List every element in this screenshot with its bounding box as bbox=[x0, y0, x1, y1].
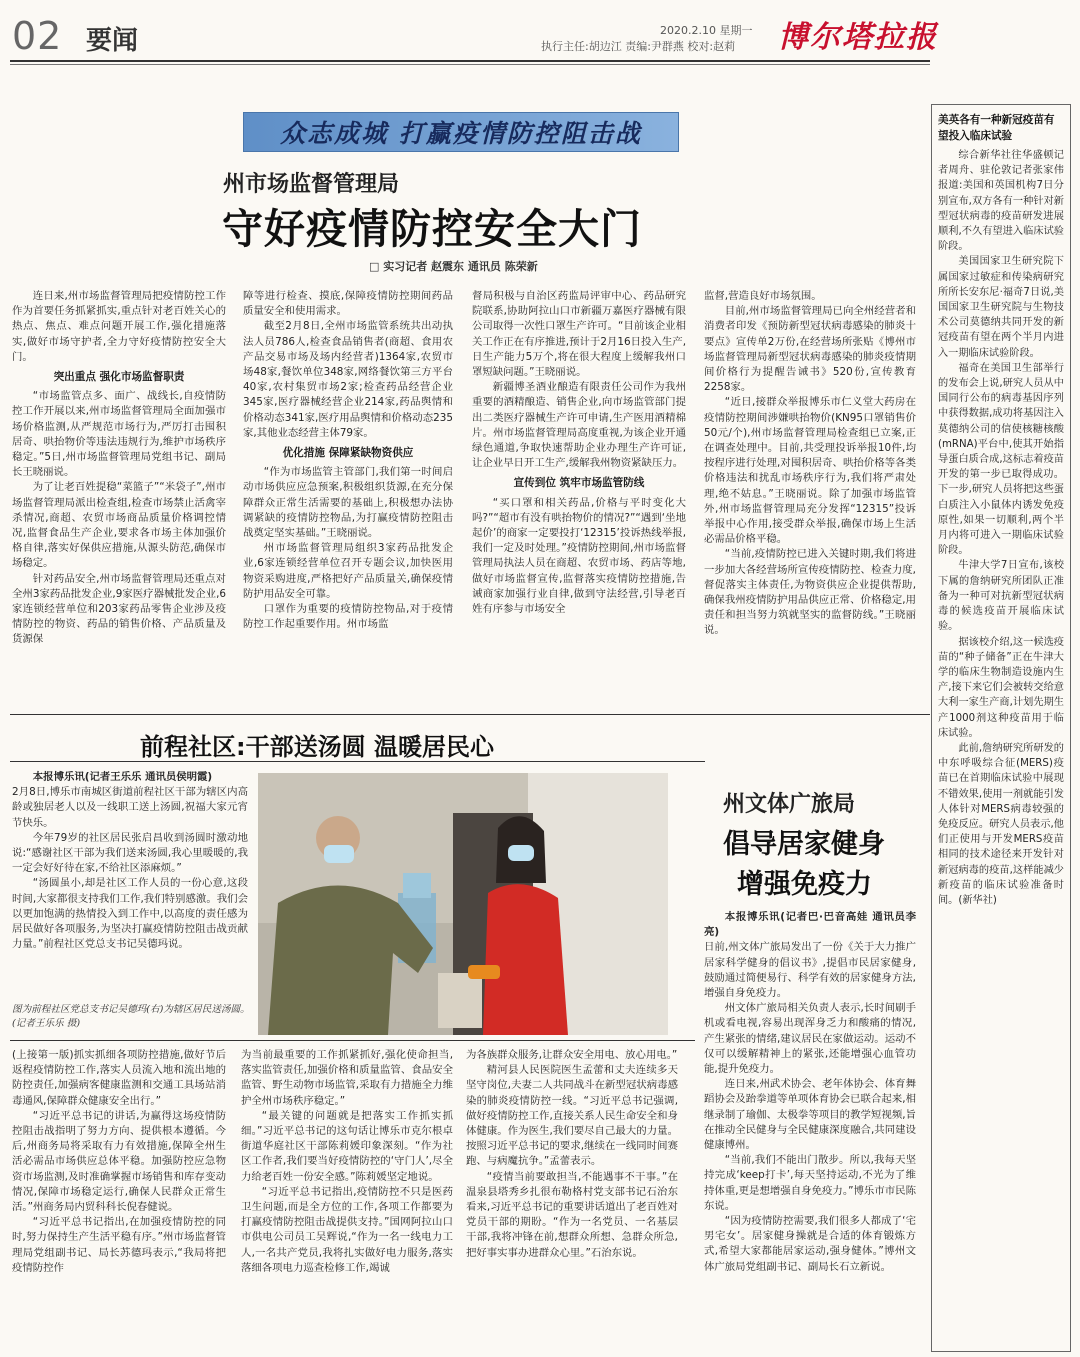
article-kicker: 州文体广旅局 bbox=[723, 791, 856, 817]
article-paragraph: 州文体广旅局相关负责人表示,长时间刷手机或看电视,容易出现浑身乏力和酸痛的情况,产生紧张的情绪,建议居民在家做运动。运动不仅可以缓解精神上的紧张,还能增强心血管功能,提升免疫力。 bbox=[704, 1002, 916, 1076]
article-headline: 守好疫情防控安全大门 bbox=[222, 205, 642, 253]
section-title: 要闻 bbox=[86, 26, 139, 56]
topic-banner-text: 众志成城 打赢疫情防控阻击战 bbox=[280, 119, 642, 148]
article-subheading: 优化措施 保障紧缺物资供应 bbox=[282, 447, 414, 460]
article-paragraph: “买口罩和相关药品,价格与平时变化大吗?”“超市有没有哄抬物价的情况?”“遇到‘坐地起价’的商家一定要投打‘12315’投诉热线举报,我们一定及时处理。”疫情防控期间,州市场监督管理局执法人员在商超、农贸市场、药店等地,做好市场监督宣传,监督落实疫情防控措施,告诫商家加强行业自律,做到守法经营,引导老百姓有序参与市场安全 bbox=[472, 496, 686, 616]
article-paragraph: “习近平总书记的讲话,为赢得这场疫情防控阻击战指明了努力方向、提供根本遵循。今后,州商务局将采取有力有效措施,保障全州生活必需品市场供应总体平稳。加强防控应急物资市场监测,及时准确掌握市场销售和库存变动情况,保障市场稳定运行,确保人民群众正常生活。”州商务局内贸科科长倪春健说。 bbox=[12, 1109, 226, 1214]
article-paragraph: “最关键的问题就是把落实工作抓实抓细。”习近平总书记的这句话让博乐市克尔根卓街道华庭社区干部陈莉媛印象深刻。“作为社区工作者,我们要当好疫情防控的‘守门人’,尽全力给老百姓一份安全感。”陈莉媛坚定地说。 bbox=[241, 1109, 453, 1183]
article-column bbox=[12, 770, 248, 1002]
article-paragraph: 本报博乐讯(记者王乐乐 通讯员侯明霞) bbox=[32, 771, 213, 783]
article-kicker: 州市场监督管理局 bbox=[223, 171, 400, 197]
article-column bbox=[12, 289, 226, 710]
article-paragraph: 美国国家卫生研究院下属国家过敏症和传染病研究所所长安东尼·福奇7日说,美国国家卫生研究院与生物技术公司莫德纳共同开发的新冠疫苗有望在两个半月内进入一期临床试验阶段。 bbox=[938, 256, 1064, 359]
article-paragraph: (上接第一版)抓实抓细各项防控措施,做好节后返程疫情防控工作,落实人员流入地和流出地的防控责任,加强病客健康监测和交通工具场站消毒通风,保障群众健康安全出行。” bbox=[12, 1049, 226, 1107]
article-subheading: 突出重点 强化市场监督职责 bbox=[53, 371, 185, 384]
article-paragraph: 综合新华社往华盛顿记者周舟、驻伦敦记者张家伟报道:美国和英国机构7日分别宣布,双方各有一种针对新型冠状病毒的疫苗研发进展顺利,不久有望进入临床试验阶段。 bbox=[938, 150, 1064, 253]
article-paragraph: “近日,接群众举报博乐市仁义堂大药房在疫情防控期间涉嫌哄抬物价(KN95口罩销售价50元/个),州市场监督管理局检查组已立案,正在调查处理中。目前,共受理投诉举报10件,均按程序进行处理,对囤积居奇、哄抬价格等各类价格违法和扰乱市场秩序行为,我们将严肃处理,绝不姑息。”王晓丽说。除了加强市场监管外,州市场监督管理局充分发挥“12315”投诉举报中心作用,接受群众举报,确保市场上生活必需品价格平稳。 bbox=[704, 396, 916, 546]
article-headline: 倡导居家健身 bbox=[723, 829, 885, 860]
article-paragraph: “习近平总书记指出,在加强疫情防控的同时,努力保持生产生活平稳有序。”州市场监督管理局党组副书记、局长苏德玛表示,“我局将把疫情防控作 bbox=[12, 1216, 226, 1274]
article-paragraph: 此前,詹纳研究所研发的中东呼吸综合征(MERS)疫苗已在首期临床试验中展现不错效果,使用一剂就能引发人体针对MERS病毒较强的免疫反应。研究人员表示,他们正使用与开发MERS疫苗相同的技术途径来开发针对新冠病毒的疫苗,这样能减少新疫苗的临床试验准备时间。(新华社) bbox=[938, 742, 1064, 906]
article-paragraph: 精河县人民医院医生孟蕾和丈夫连续多天坚守岗位,夫妻二人共同战斗在新型冠状病毒感染的肺炎疫情防控一线。“习近平总书记强调,做好疫情防控工作,直接关系人民生命安全和身体健康。作为医生,我们要尽自己最大的力量。按照习近平总书记的要求,继续在一线同时间赛跑、与病魔抗争。”孟蕾表示。 bbox=[466, 1064, 678, 1168]
page-number: 02 bbox=[12, 14, 63, 58]
newspaper-masthead: 博尔塔拉报 bbox=[778, 20, 938, 55]
article-column bbox=[241, 1048, 453, 1352]
article-column bbox=[704, 910, 916, 1352]
article-paragraph: 为各族群众服务,让群众安全用电、放心用电。” bbox=[466, 1049, 678, 1061]
article-paragraph: “当前,疫情防控已进入关键时期,我们将进一步加大各经营场所宣传疫情防控、检查力度,督促落实主体责任,为物资供应企业提供帮助,确保我州疫情防护用品供应正常、价格稳定,用责任和担当努力筑就坚实的监督防线。”王晓丽说。 bbox=[704, 548, 916, 637]
article-column bbox=[466, 1048, 678, 1352]
article-paragraph: 截至2月8日,全州市场监管系统共出动执法人员786人,检查食品销售者(商超、食用农产品交易市场及场内经营者)1364家,农贸市场48家,餐饮单位348家,网络餐饮第三方平台40家,农村集贸市场2家;检查药品经营企业345家,医疗器械经营企业214家,药品舆情和价格动态341家,医疗用品舆情和价格动态235家,其他业态经营主体79家。 bbox=[243, 320, 453, 439]
article-paragraph: 为当前最重要的工作抓紧抓好,强化使命担当,落实监管责任,加强价格和质量监管、食品安全监管、野生动物市场监管,采取有力措施全力维护全州市场秩序稳定。” bbox=[241, 1049, 453, 1107]
article-paragraph: 今年79岁的社区居民张启昌收到汤圆时激动地说:“感谢社区干部为我们送来汤圆,我心里暖暖的,我一定会好好待在家,不给社区添麻烦。” bbox=[12, 831, 248, 875]
divider bbox=[10, 1040, 695, 1041]
article-paragraph: 为了让老百姓提稳“菜篮子”“米袋子”,州市场监督管理局派出检查组,检查市场禁止活禽宰杀情况,商超、农贸市场商品质量价格调控情况,监督食品生产企业,要求各市场主体加强价格自律,落实好保供应措施,从源头防范,确保市场稳定。 bbox=[12, 481, 226, 570]
article-paragraph: “疫情当前要敢担当,不能遇事不干事。”在温泉县塔秀乡扎很布勒格村党支部书记石治东看来,习近平总书记的重要讲话道出了老百姓对党员干部的期盼。“作为一名党员、一名基层干部,我将冲锋在前,想群众所想、急群众所急,把好事实事办进群众心里。”石治东说。 bbox=[466, 1170, 678, 1259]
article-column bbox=[12, 1048, 226, 1352]
article-headline: 前程社区:干部送汤圆 温暖居民心 bbox=[140, 733, 494, 761]
article-paragraph: 本报博乐讯(记者巴·巴音高娃 通讯员李亮) bbox=[704, 911, 916, 939]
article-paragraph: “市场监管点多、面广、战线长,自疫情防控工作开展以来,州市场监督管理局全面加强市场价格监测,从严规范市场行为,严厉打击囤积居奇、哄抬物价等违法违规行为,维护市场秩序稳定。”5日,州市场监督管理局党组书记、副局长王晓丽说。 bbox=[12, 390, 226, 479]
sidebar-body bbox=[938, 148, 1064, 908]
article-byline: □ 实习记者 赵震东 通讯员 陈荣新 bbox=[369, 260, 538, 273]
article-paragraph: 日前,州文体广旅局发出了一份《关于大力推广居家科学健身的倡议书》,提倡市民居家健身,鼓励通过简便易行、科学有效的居家健身方法,增强自身免疫力。 bbox=[704, 941, 916, 1000]
sidebar-news-box bbox=[931, 104, 1071, 1352]
editor-credits: 执行主任:胡边江 责编:尹群燕 校对:赵莉 bbox=[541, 40, 736, 53]
article-paragraph: “当前,我们不能出门散步。所以,我每天坚持完成‘keep打卡’,每天坚持运动,不光为了维持体重,更是想增强自身免疫力。”博乐市市民陈东说。 bbox=[704, 1154, 916, 1212]
divider bbox=[10, 714, 930, 715]
header-rule-thin bbox=[10, 64, 930, 65]
article-paragraph: 牛津大学7日宣布,该校下属的詹纳研究所团队正准备为一种可对抗新型冠状病毒的候选疫苗开展临床试验。 bbox=[938, 560, 1064, 633]
article-paragraph: 针对药品安全,州市场监督管理局还重点对全州3家药品批发企业,9家医疗器械批发企业,6家连锁经营单位和203家药品零售企业涉及疫情防控的物资、药品的销售价格、产品质量及货源保 bbox=[12, 572, 226, 646]
topic-banner bbox=[243, 112, 679, 152]
article-column bbox=[704, 289, 916, 710]
article-paragraph: “习近平总书记指出,疫情防控不只是医药卫生问题,而是全方位的工作,各项工作都要为打赢疫情防控阻击战提供支持。”国网阿拉山口市供电公司员工吴辉说,“作为一名一线电力工人,一名共产党员,我将扎实做好电力服务,落实落细各项电力巡查检修工作,竭诚 bbox=[241, 1185, 453, 1274]
article-paragraph: 连日来,州武术协会、老年体协会、体育舞蹈协会及跆拳道等单项体育协会已联合起来,相继录制了瑜伽、太极拳等项目的教学短视频,旨在推动全民健身与全民健康深度融合,共同建设健康博州。 bbox=[704, 1078, 916, 1152]
article-paragraph: 连日来,州市场监督管理局把疫情防控工作作为首要任务抓紧抓实,重点针对老百姓关心的热点、焦点、难点问题开展工作,强化措施落实,做好市场守护者,全力守好疫情防控安全大门。 bbox=[12, 290, 226, 363]
news-photo-image bbox=[258, 773, 668, 1035]
news-photo bbox=[258, 773, 668, 1035]
article-paragraph: 据该校介绍,这一候选疫苗的“种子储备”正在牛津大学的临床生物制造设施内生产,接下来它们会被转交给意大利一家生产商,计划先期生产1000剂这种疫苗用于临床试验。 bbox=[938, 636, 1064, 739]
article-paragraph: 2月8日,博乐市南城区街道前程社区干部为辖区内高龄或独居老人以及一线职工送上汤圆,祝福大家元宵节快乐。 bbox=[12, 786, 248, 829]
article-headline: 增强免疫力 bbox=[737, 869, 872, 900]
article-paragraph: 目前,州市场监督管理局已向全州经营者和消费者印发《预防新型冠状病毒感染的肺炎十要点》宣传单2万份,在经营场所张贴《博州市场监督管理局新型冠状病毒感染的肺炎疫情期间价格行为提醒告诫书》520份,宣传教育2258家。 bbox=[704, 305, 916, 394]
divider bbox=[10, 761, 705, 762]
article-paragraph: “作为市场监管主管部门,我们第一时间启动市场供应应急预案,积极组织货源,在充分保障群众正常生活需要的基础上,积极想办法协调紧缺的疫情防控物品,为打赢疫情防控阻击战奠定坚实基础。”王晓丽说。 bbox=[243, 466, 453, 540]
photo-caption: 图为前程社区党总支书记吴德玛(右)为辖区居民送汤圆。 (记者王乐乐 摄) bbox=[12, 1004, 250, 1029]
sidebar-title: 美英各有一种新冠疫苗有望投入临床试验 bbox=[938, 114, 1055, 142]
article-paragraph: 新疆博圣酒业酿造有限责任公司作为我州重要的酒精酿造、销售企业,向市场监管部门提出二类医疗器械生产许可申请,生产医用酒精棉片。州市场监督管理局高度重视,为该企业开通绿色通道,争取快速帮助企业办理生产许可证,让企业早日开工生产,缓解我州物资紧缺压力。 bbox=[472, 381, 686, 470]
header-rule bbox=[10, 60, 930, 62]
article-paragraph: 口罩作为重要的疫情防控物品,对于疫情防控工作起重要作用。州市场监 bbox=[243, 603, 453, 631]
article-paragraph: “因为疫情防控需要,我们很多人都成了‘宅男宅女’。居家健身操就是合适的体育锻炼方式,希望大家都能居家运动,强身健体。”博州文体广旅局党组副书记、副局长石立新说。 bbox=[704, 1215, 916, 1273]
article-paragraph: 督局积极与自治区药监局评审中心、药品研究院联系,协助阿拉山口市新疆万嘉医疗器械有限公司取得一次性口罩生产许可。“目前该企业相关工作正在有序推进,预计于2月16日投入生产,日生产能力5万个,将在很大程度上缓解我州口罩短缺问题。”王晓丽说。 bbox=[472, 290, 686, 379]
article-paragraph: 监督,营造良好市场氛围。 bbox=[704, 290, 822, 302]
article-subheading: 宣传到位 筑牢市场监管防线 bbox=[513, 477, 645, 490]
article-paragraph: 州市场监督管理局组织3家药品批发企业,6家连锁经营单位召开专题会议,加快医用物资采购进度,严格把好产品质量关,确保疫情防护用品安全可靠。 bbox=[243, 542, 453, 600]
article-paragraph: “汤圆虽小,却是社区工作人员的一份心意,这段时间,大家都很支持我们工作,我们特别感激。我们会以更加饱满的热情投入到工作中,以高度的责任感为居民做好各项服务,为坚决打赢疫情防控阻击战贡献力量。”前程社区党总支书记吴德玛说。 bbox=[12, 877, 248, 951]
article-paragraph: 障等进行检查、摸底,保障疫情防控期间药品质量安全和使用需求。 bbox=[243, 290, 453, 318]
dateline: 2020.2.10 星期一 bbox=[660, 24, 753, 37]
article-paragraph: 福奇在美国卫生部举行的发布会上说,研究人员从中国同行公布的病毒基因序列中获得数据,成功将基因注入莫德纳公司的信使核糖核酸(mRNA)平台中,使其开始指导蛋白质合成,这标志着疫苗开发的第一步已取得成功。下一步,研究人员将把这些蛋白质注入小鼠体内诱发免疫原性,如果一切顺利,两个半月内将可进入一期临床试验阶段。 bbox=[938, 362, 1064, 557]
article-column bbox=[243, 289, 453, 710]
article-column bbox=[472, 289, 686, 710]
